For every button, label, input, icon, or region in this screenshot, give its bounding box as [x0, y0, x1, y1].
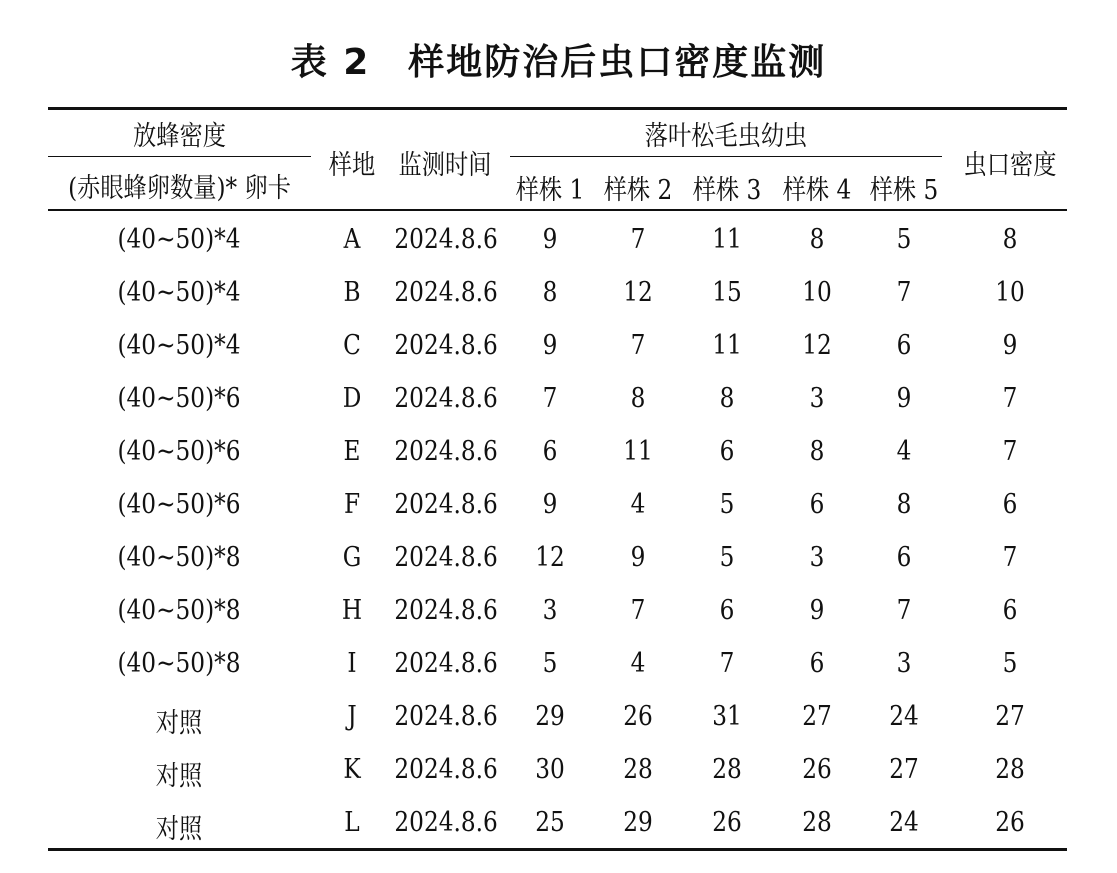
cell-sample-2: 7 — [630, 224, 646, 255]
cell-plot: L — [344, 807, 360, 838]
cell-date: 2024.8.6 — [394, 436, 498, 467]
cell-plot: I — [347, 648, 357, 679]
cell-date: 2024.8.6 — [394, 542, 498, 573]
cell-date: 2024.8.6 — [394, 489, 498, 520]
cell-release-density: (40~50)*8 — [117, 542, 241, 573]
cell-sample-1: 9 — [542, 489, 558, 520]
cell-release-density: (40~50)*6 — [117, 489, 241, 520]
cell-sample-5: 3 — [896, 648, 912, 679]
cell-sample-4: 26 — [802, 754, 832, 785]
cell-plot: J — [347, 701, 357, 732]
cell-sample-4: 9 — [809, 595, 825, 626]
header-sub-rule-larvae — [510, 156, 942, 157]
cell-date: 2024.8.6 — [394, 224, 498, 255]
cell-sample-4: 10 — [802, 277, 832, 308]
cell-plot: K — [343, 754, 361, 785]
cell-release-density: (40~50)*8 — [117, 595, 241, 626]
header-sample-4: 样株 4 — [782, 175, 852, 206]
cell-date: 2024.8.6 — [394, 754, 498, 785]
cell-sample-3: 6 — [719, 436, 735, 467]
cell-sample-3: 15 — [712, 277, 742, 308]
header-sample-3: 样株 3 — [692, 175, 762, 206]
cell-plot: D — [342, 383, 362, 414]
cell-sample-5: 5 — [896, 224, 912, 255]
header-density: 虫口密度 — [963, 150, 1057, 181]
cell-sample-2: 7 — [630, 330, 646, 361]
header-larvae-group: 落叶松毛虫幼虫 — [644, 121, 808, 152]
cell-sample-1: 3 — [542, 595, 558, 626]
cell-sample-5: 7 — [896, 595, 912, 626]
cell-sample-5: 9 — [896, 383, 912, 414]
cell-sample-3: 11 — [712, 224, 742, 255]
cell-release-density: (40~50)*8 — [117, 648, 241, 679]
cell-sample-4: 8 — [809, 224, 825, 255]
cell-release-density: 对照 — [155, 708, 203, 739]
cell-sample-3: 26 — [712, 807, 742, 838]
cell-release-density: (40~50)*6 — [117, 436, 241, 467]
cell-density: 6 — [1002, 595, 1018, 626]
cell-sample-2: 28 — [623, 754, 653, 785]
cell-sample-3: 28 — [712, 754, 742, 785]
cell-date: 2024.8.6 — [394, 330, 498, 361]
header-plot: 样地 — [328, 150, 376, 181]
header-sample-1: 样株 1 — [515, 175, 585, 206]
cell-date: 2024.8.6 — [394, 277, 498, 308]
cell-density: 6 — [1002, 489, 1018, 520]
cell-date: 2024.8.6 — [394, 807, 498, 838]
cell-sample-5: 6 — [896, 542, 912, 573]
cell-sample-3: 11 — [712, 330, 742, 361]
bottom-rule — [48, 848, 1067, 851]
cell-sample-5: 24 — [889, 701, 919, 732]
cell-sample-1: 6 — [542, 436, 558, 467]
cell-release-density: 对照 — [155, 761, 203, 792]
cell-sample-1: 7 — [542, 383, 558, 414]
header-sample-5: 样株 5 — [869, 175, 939, 206]
cell-sample-4: 6 — [809, 489, 825, 520]
cell-sample-1: 5 — [542, 648, 558, 679]
header-sample-2: 样株 2 — [603, 175, 673, 206]
cell-sample-5: 27 — [889, 754, 919, 785]
cell-sample-2: 9 — [630, 542, 646, 573]
header-bottom-rule — [48, 209, 1067, 211]
cell-sample-3: 8 — [719, 383, 735, 414]
cell-plot: A — [343, 224, 361, 255]
cell-sample-4: 3 — [809, 383, 825, 414]
cell-sample-1: 30 — [535, 754, 565, 785]
cell-density: 9 — [1002, 330, 1018, 361]
cell-sample-3: 5 — [719, 489, 735, 520]
cell-date: 2024.8.6 — [394, 383, 498, 414]
cell-sample-4: 28 — [802, 807, 832, 838]
cell-release-density: (40~50)*6 — [117, 383, 241, 414]
cell-sample-5: 4 — [896, 436, 912, 467]
cell-sample-5: 24 — [889, 807, 919, 838]
table-title: 表 2 样地防治后虫口密度监测 — [290, 42, 827, 83]
cell-sample-2: 8 — [630, 383, 646, 414]
header-release-subtitle: (赤眼蜂卵数量)* 卵卡 — [68, 173, 291, 204]
cell-sample-2: 4 — [630, 489, 646, 520]
cell-sample-5: 7 — [896, 277, 912, 308]
cell-release-density: 对照 — [155, 814, 203, 845]
cell-sample-1: 29 — [535, 701, 565, 732]
cell-plot: H — [341, 595, 363, 626]
cell-sample-1: 9 — [542, 224, 558, 255]
header-monitor-time: 监测时间 — [398, 150, 492, 181]
cell-sample-3: 31 — [712, 701, 742, 732]
cell-density: 8 — [1002, 224, 1018, 255]
cell-sample-4: 8 — [809, 436, 825, 467]
cell-plot: F — [343, 489, 361, 520]
cell-sample-2: 11 — [623, 436, 653, 467]
cell-sample-2: 26 — [623, 701, 653, 732]
cell-sample-4: 12 — [802, 330, 832, 361]
cell-plot: G — [342, 542, 362, 573]
cell-release-density: (40~50)*4 — [117, 224, 241, 255]
top-rule — [48, 107, 1067, 110]
cell-sample-4: 27 — [802, 701, 832, 732]
cell-sample-3: 7 — [719, 648, 735, 679]
cell-sample-2: 4 — [630, 648, 646, 679]
cell-sample-2: 7 — [630, 595, 646, 626]
cell-density: 28 — [995, 754, 1025, 785]
cell-sample-5: 6 — [896, 330, 912, 361]
cell-density: 5 — [1002, 648, 1018, 679]
cell-date: 2024.8.6 — [394, 595, 498, 626]
cell-plot: B — [343, 277, 361, 308]
header-sub-rule-left — [48, 156, 311, 157]
cell-release-density: (40~50)*4 — [117, 330, 241, 361]
header-release-density: 放蜂密度 — [133, 121, 226, 152]
cell-sample-1: 25 — [535, 807, 565, 838]
cell-sample-5: 8 — [896, 489, 912, 520]
cell-sample-4: 3 — [809, 542, 825, 573]
cell-sample-1: 8 — [542, 277, 558, 308]
cell-sample-3: 6 — [719, 595, 735, 626]
cell-sample-1: 9 — [542, 330, 558, 361]
cell-sample-2: 29 — [623, 807, 653, 838]
cell-sample-3: 5 — [719, 542, 735, 573]
cell-date: 2024.8.6 — [394, 648, 498, 679]
cell-density: 10 — [995, 277, 1025, 308]
cell-sample-1: 12 — [535, 542, 565, 573]
cell-sample-4: 6 — [809, 648, 825, 679]
cell-sample-2: 12 — [623, 277, 653, 308]
cell-density: 27 — [995, 701, 1025, 732]
cell-density: 7 — [1002, 542, 1018, 573]
cell-plot: C — [343, 330, 361, 361]
cell-density: 7 — [1002, 436, 1018, 467]
cell-date: 2024.8.6 — [394, 701, 498, 732]
cell-plot: E — [343, 436, 361, 467]
cell-release-density: (40~50)*4 — [117, 277, 241, 308]
cell-density: 26 — [995, 807, 1025, 838]
cell-density: 7 — [1002, 383, 1018, 414]
